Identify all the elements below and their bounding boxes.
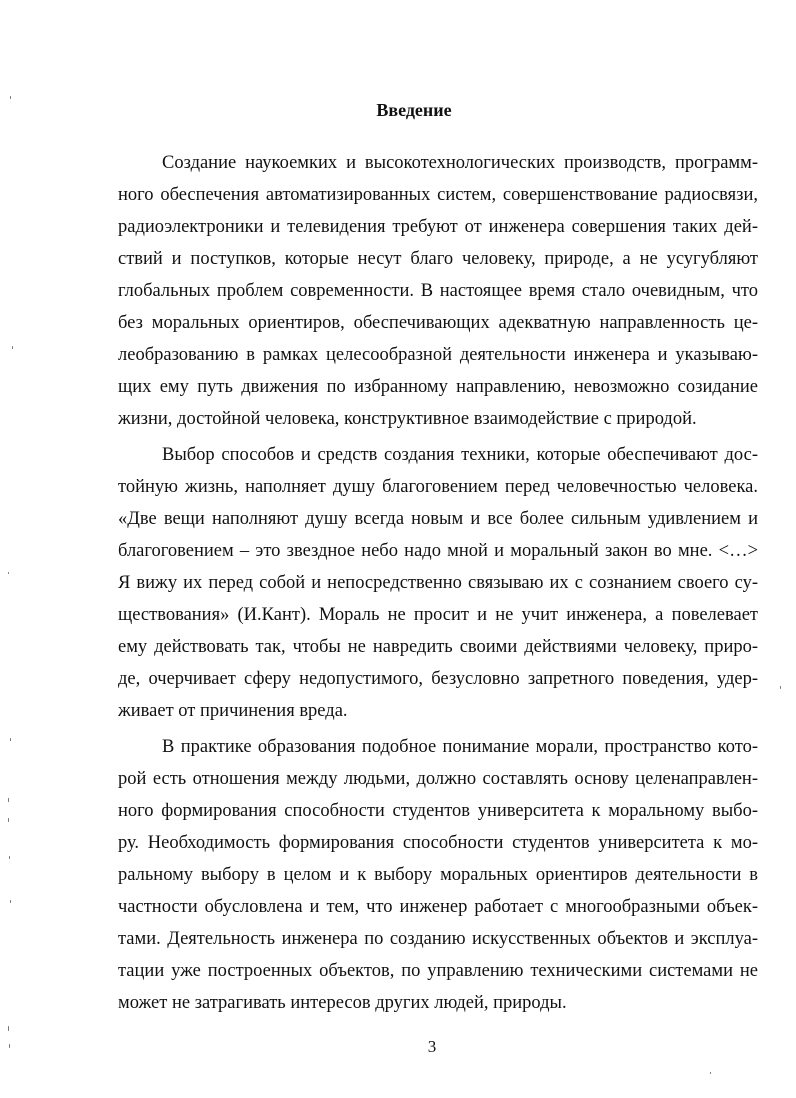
paragraph-1-line-6: без моральных ориентиров, обеспечивающих адекватную направленность це- — [118, 313, 758, 333]
paragraph-2-line-6: ществования» (И.Кант). Мораль не просит и не учит инженера, а повелевает — [118, 605, 758, 625]
scan-speck — [8, 1026, 9, 1031]
paragraph-1-line-7: леобразованию в рамках целесообразной деятельности инженера и указываю- — [118, 345, 758, 365]
paragraph-3-line-9: может не затрагивать интересов других людей, природы. — [118, 993, 567, 1013]
paragraph-3-line-4: ру. Необходимость формирования способности студентов университета к мо- — [118, 833, 758, 853]
paragraph-1-line-5: глобальных проблем современности. В настоящее время стало очевидным, что — [118, 281, 758, 301]
paragraph-2-line-9: живает от причинения вреда. — [118, 701, 348, 721]
paragraph-1-line-3: радиоэлектроники и телевидения требуют от инженера совершения таких дей- — [118, 217, 758, 237]
scan-speck — [8, 798, 9, 802]
scan-speck — [710, 1072, 711, 1074]
paragraph-2-line-3: «Две вещи наполняют душу всегда новым и все более сильным удивлением и — [118, 509, 758, 529]
paragraph-3-line-8: тации уже построенных объектов, по управлению техническими системами не — [118, 961, 758, 981]
paragraph-3-line-2: рой есть отношения между людьми, должно составлять основу целенаправлен- — [118, 769, 758, 789]
scan-speck — [9, 856, 10, 859]
title-text: Введение — [376, 100, 452, 120]
scan-speck — [8, 572, 9, 574]
paragraph-3-line-1: В практике образования подобное понимание морали, пространство кото- — [162, 737, 758, 757]
paragraph-1-line-2: ного обеспечения автоматизированных систем, совершенствование радиосвязи, — [118, 185, 758, 205]
paragraph-1-line-4: ствий и поступков, которые несут благо человеку, природе, а не усугубляют — [118, 249, 758, 269]
paragraph-1-line-8: щих ему путь движения по избранному направлению, невозможно созидание — [118, 377, 758, 397]
scan-speck — [10, 900, 11, 903]
paragraph-2-line-1: Выбор способов и средств создания техники, которые обеспечивают дос- — [162, 445, 758, 465]
scan-speck — [12, 346, 13, 349]
paragraph-3-line-7: тами. Деятельность инженера по созданию искусственных объектов и эксплуа- — [118, 929, 758, 949]
paragraph-1-line-1: Создание наукоемких и высокотехнологических производств, программ- — [162, 153, 758, 173]
paragraph-1-line-9: жизни, достойной человека, конструктивное взаимодействие с природой. — [118, 409, 697, 429]
page-number-text: 3 — [427, 1037, 437, 1056]
scan-speck — [8, 818, 9, 822]
paragraph-2-line-2: тойную жизнь, наполняет душу благоговением перед человечностью человека. — [118, 477, 758, 497]
paragraph-3-line-5: ральному выбору в целом и к выбору моральных ориентиров деятельности в — [118, 865, 758, 885]
scan-speck — [780, 686, 781, 689]
paragraph-2-line-7: ему действовать так, чтобы не навредить своими действиями человеку, приро- — [118, 637, 758, 657]
paragraph-2-line-8: де, очерчивает сферу недопустимого, безусловно запретного поведения, удер- — [118, 669, 758, 689]
paragraph-3-line-3: ного формирования способности студентов университета к моральному выбо- — [118, 801, 758, 821]
paragraph-2-line-4: благоговением – это звездное небо надо мной и моральный закон во мне. <…> — [118, 541, 758, 561]
scan-speck — [10, 738, 11, 741]
paragraph-3-line-6: частности обусловлена и тем, что инженер работает с многообразными объек- — [118, 897, 758, 917]
scan-speck — [10, 96, 11, 99]
scan-speck — [9, 1044, 10, 1048]
paragraph-2-line-5: Я вижу их перед собой и непосредственно связываю их с сознанием своего су- — [118, 573, 758, 593]
